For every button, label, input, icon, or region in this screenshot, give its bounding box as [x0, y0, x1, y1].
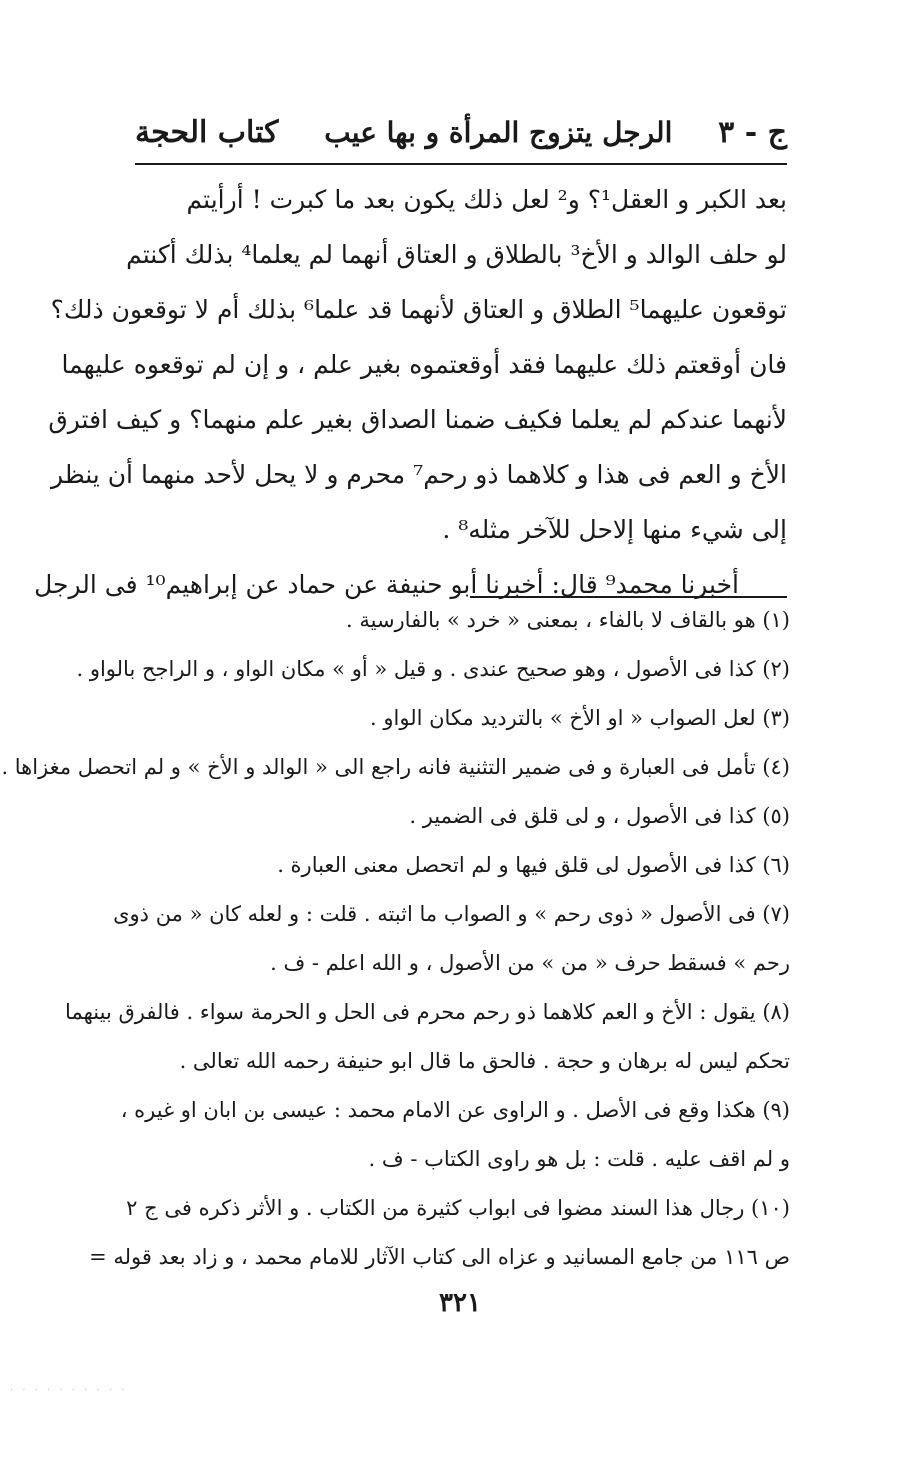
chapter-title: الرجل يتزوج المرأة و بها عيب: [324, 115, 673, 149]
footnote-line: (٥) كذا فى الأصول ، و لى قلق فى الضمير .: [409, 804, 790, 828]
body-line: توقعون عليهما⁵ الطلاق و العتاق لأنهما قد علما⁶ بذلك أم لا توقعون ذلك؟: [50, 295, 787, 324]
footnotes: [1, 596, 790, 1282]
footnote-line: (٣) لعل الصواب « او الأخ » بالترديد مكان الواو .: [370, 706, 790, 730]
body-line: بعد الكبر و العقل¹؟ و² لعل ذلك يكون بعد ما كبرت ! أرأيتم: [186, 185, 787, 214]
volume-label: ج - ٣: [718, 114, 787, 150]
body-line: فان أوقعتم ذلك عليهما فقد أوقعتموه بغير علم ، و إن لم توقعوه عليهما: [61, 350, 787, 379]
body-line: لو حلف الوالد و الأخ³ بالطلاق و العتاق أنهما لم يعلما⁴ بذلك أكنتم: [126, 240, 787, 269]
running-header: [135, 108, 787, 156]
footnote-line: تحكم ليس له برهان و حجة . فالحق ما قال ابو حنيفة رحمه الله تعالى .: [179, 1049, 790, 1073]
footnote-line: (١) هو بالقاف لا بالفاء ، بمعنى « خرد » بالفارسية .: [346, 608, 790, 632]
footnote-line: (٤) تأمل فى العبارة و فى ضمير التثنية فانه راجع الى « الوالد و الأخ » و لم اتحصل مغزاها .: [1, 755, 790, 779]
footnote-line: رحم » فسقط حرف « من » من الأصول ، و الله اعلم - ف .: [270, 951, 790, 975]
header-divider: [135, 163, 787, 165]
footnote-line: ص ١١٦ من جامع المسانيد و عزاه الى كتاب الآثار للامام محمد ، و زاد بعد قوله =: [89, 1245, 790, 1269]
body-line-new-paragraph: أخبرنا محمد⁹ قال: أخبرنا أبو حنيفة عن حماد عن إبراهيم¹⁰ فى الرجل: [34, 570, 739, 599]
body-line: الأخ و العم فى هذا و كلاهما ذو رحم⁷ محرم و لا يحل لأحد منهما أن ينظر: [50, 460, 787, 489]
body-line: إلى شيء منها إلاحل للآخر مثله⁸ .: [442, 515, 787, 544]
footnote-line: (٩) هكذا وقع فى الأصل . و الراوى عن الامام محمد : عيسى بن ابان او غيره ،: [120, 1098, 790, 1122]
scan-speckle: · · · · · · · · · ·: [10, 1385, 128, 1396]
footnote-line: و لم اقف عليه . قلت : بل هو راوى الكتاب - ف .: [368, 1147, 790, 1171]
footnote-line: (٨) يقول : الأخ و العم كلاهما ذو رحم محرم فى الحل و الحرمة سواء . فالفرق بينهما: [65, 1000, 790, 1024]
footnote-line: (٢) كذا فى الأصول ، وهو صحيح عندى . و قيل « أو » مكان الواو ، و الراجح بالواو .: [76, 657, 790, 681]
footnote-line: (٧) فى الأصول « ذوى رحم » و الصواب ما اثبته . قلت : و لعله كان « من ذوى: [113, 902, 790, 926]
footnote-line: (١٠) رجال هذا السند مضوا فى ابواب كثيرة من الكتاب . و الأثر ذكره فى ج ٢: [126, 1196, 790, 1220]
main-text: [34, 172, 787, 612]
page-number: ٣٢١: [439, 1288, 481, 1318]
body-line: لأنهما عندكم لم يعلما فكيف ضمنا الصداق بغير علم منهما؟ و كيف افترق: [48, 405, 787, 434]
book-title: كتاب الحجة: [135, 114, 279, 150]
footnote-line: (٦) كذا فى الأصول لى قلق فيها و لم اتحصل معنى العبارة .: [277, 853, 790, 877]
